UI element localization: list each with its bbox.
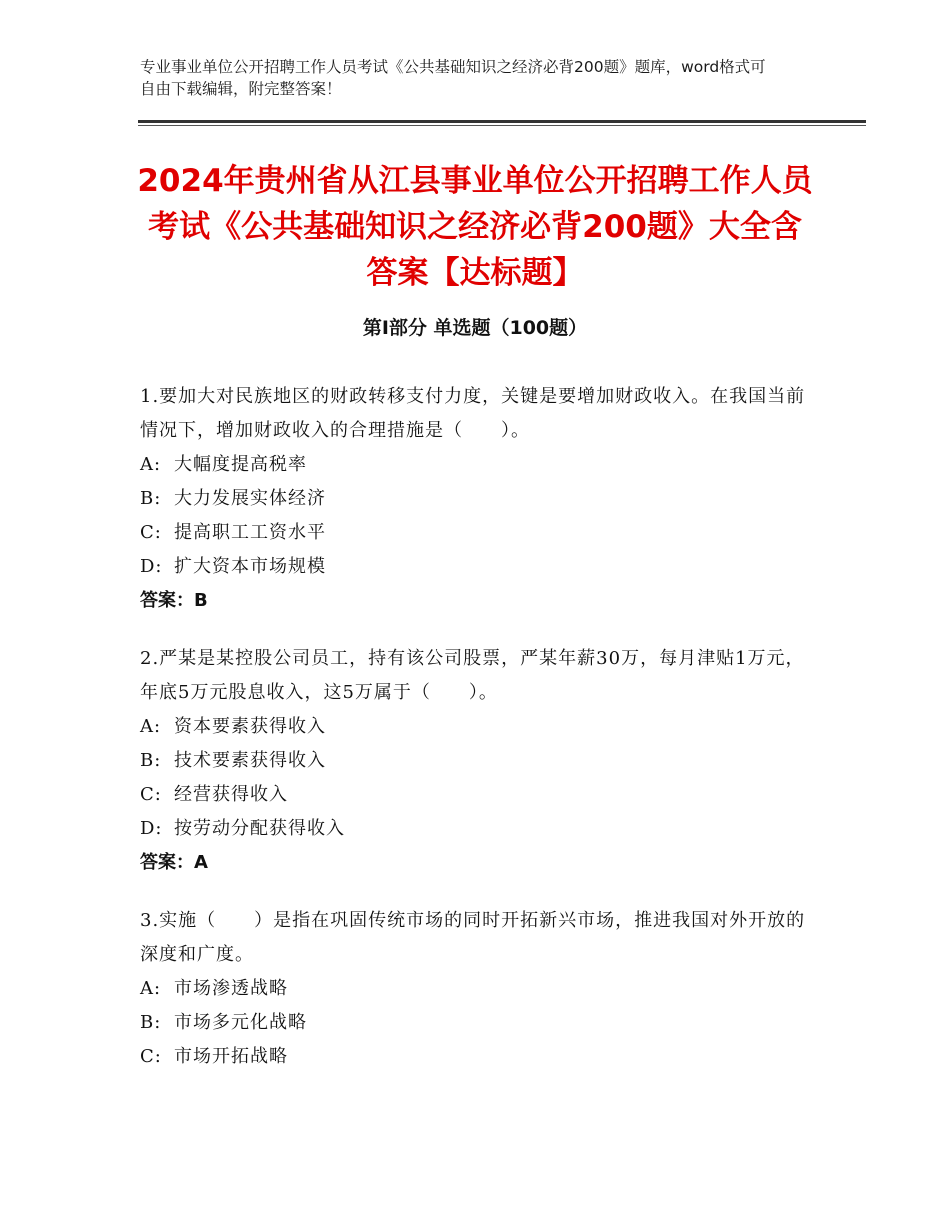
option-letter: D: (140, 818, 163, 839)
option-letter: C: (140, 1046, 162, 1067)
option-text: 提高职工工资水平 (174, 522, 326, 543)
question-3 (140, 904, 810, 1074)
option-text: 大力发展实体经济 (174, 488, 326, 509)
option-letter: A: (140, 454, 162, 475)
option-d (140, 812, 810, 846)
option-d (140, 550, 810, 584)
question-stem: 1.要加大对民族地区的财政转移支付力度，关键是要增加财政收入。在我国当前情况下，增加财政收入的合理措施是（ ）。 (140, 386, 806, 441)
header-divider-thick (138, 120, 866, 123)
answer: 答案：A (140, 852, 208, 873)
question-2 (140, 642, 810, 880)
option-text: 市场多元化战略 (174, 1012, 307, 1033)
option-letter: A: (140, 978, 162, 999)
option-letter: D: (140, 556, 163, 577)
section-title: 第Ⅰ部分 单选题（100题） (362, 317, 588, 339)
option-letter: B: (140, 488, 162, 509)
option-text: 资本要素获得收入 (174, 716, 326, 737)
answer: 答案：B (140, 590, 208, 611)
option-b (140, 482, 810, 516)
option-b (140, 1006, 810, 1040)
option-letter: B: (140, 1012, 162, 1033)
option-text: 扩大资本市场规模 (174, 556, 326, 577)
option-text: 大幅度提高税率 (174, 454, 307, 475)
option-a (140, 448, 810, 482)
option-text: 按劳动分配获得收入 (174, 818, 345, 839)
option-text: 市场开拓战略 (174, 1046, 288, 1067)
option-a (140, 972, 810, 1006)
option-c (140, 778, 810, 812)
option-letter: B: (140, 750, 162, 771)
option-letter: A: (140, 716, 162, 737)
document-title: 2024年贵州省从江县事业单位公开招聘工作人员考试《公共基础知识之经济必背200题》大全含答案【达标题】 (137, 163, 813, 291)
option-a (140, 710, 810, 744)
option-letter: C: (140, 784, 162, 805)
option-text: 技术要素获得收入 (174, 750, 326, 771)
header-note: 专业事业单位公开招聘工作人员考试《公共基础知识之经济必背200题》题库，word格式可自由下载编辑，附完整答案！ (140, 58, 766, 98)
header-divider-thin (138, 125, 866, 126)
option-b (140, 744, 810, 778)
option-c (140, 1040, 810, 1074)
option-c (140, 516, 810, 550)
option-letter: C: (140, 522, 162, 543)
question-list (140, 380, 810, 1098)
option-text: 市场渗透战略 (174, 978, 288, 999)
question-stem: 3.实施（ ）是指在巩固传统市场的同时开拓新兴市场，推进我国对外开放的深度和广度。 (140, 910, 806, 965)
question-stem: 2.严某是某控股公司员工，持有该公司股票，严某年薪30万，每月津贴1万元，年底5万元股息收入，这5万属于（ ）。 (140, 648, 805, 703)
option-text: 经营获得收入 (174, 784, 288, 805)
question-1 (140, 380, 810, 618)
